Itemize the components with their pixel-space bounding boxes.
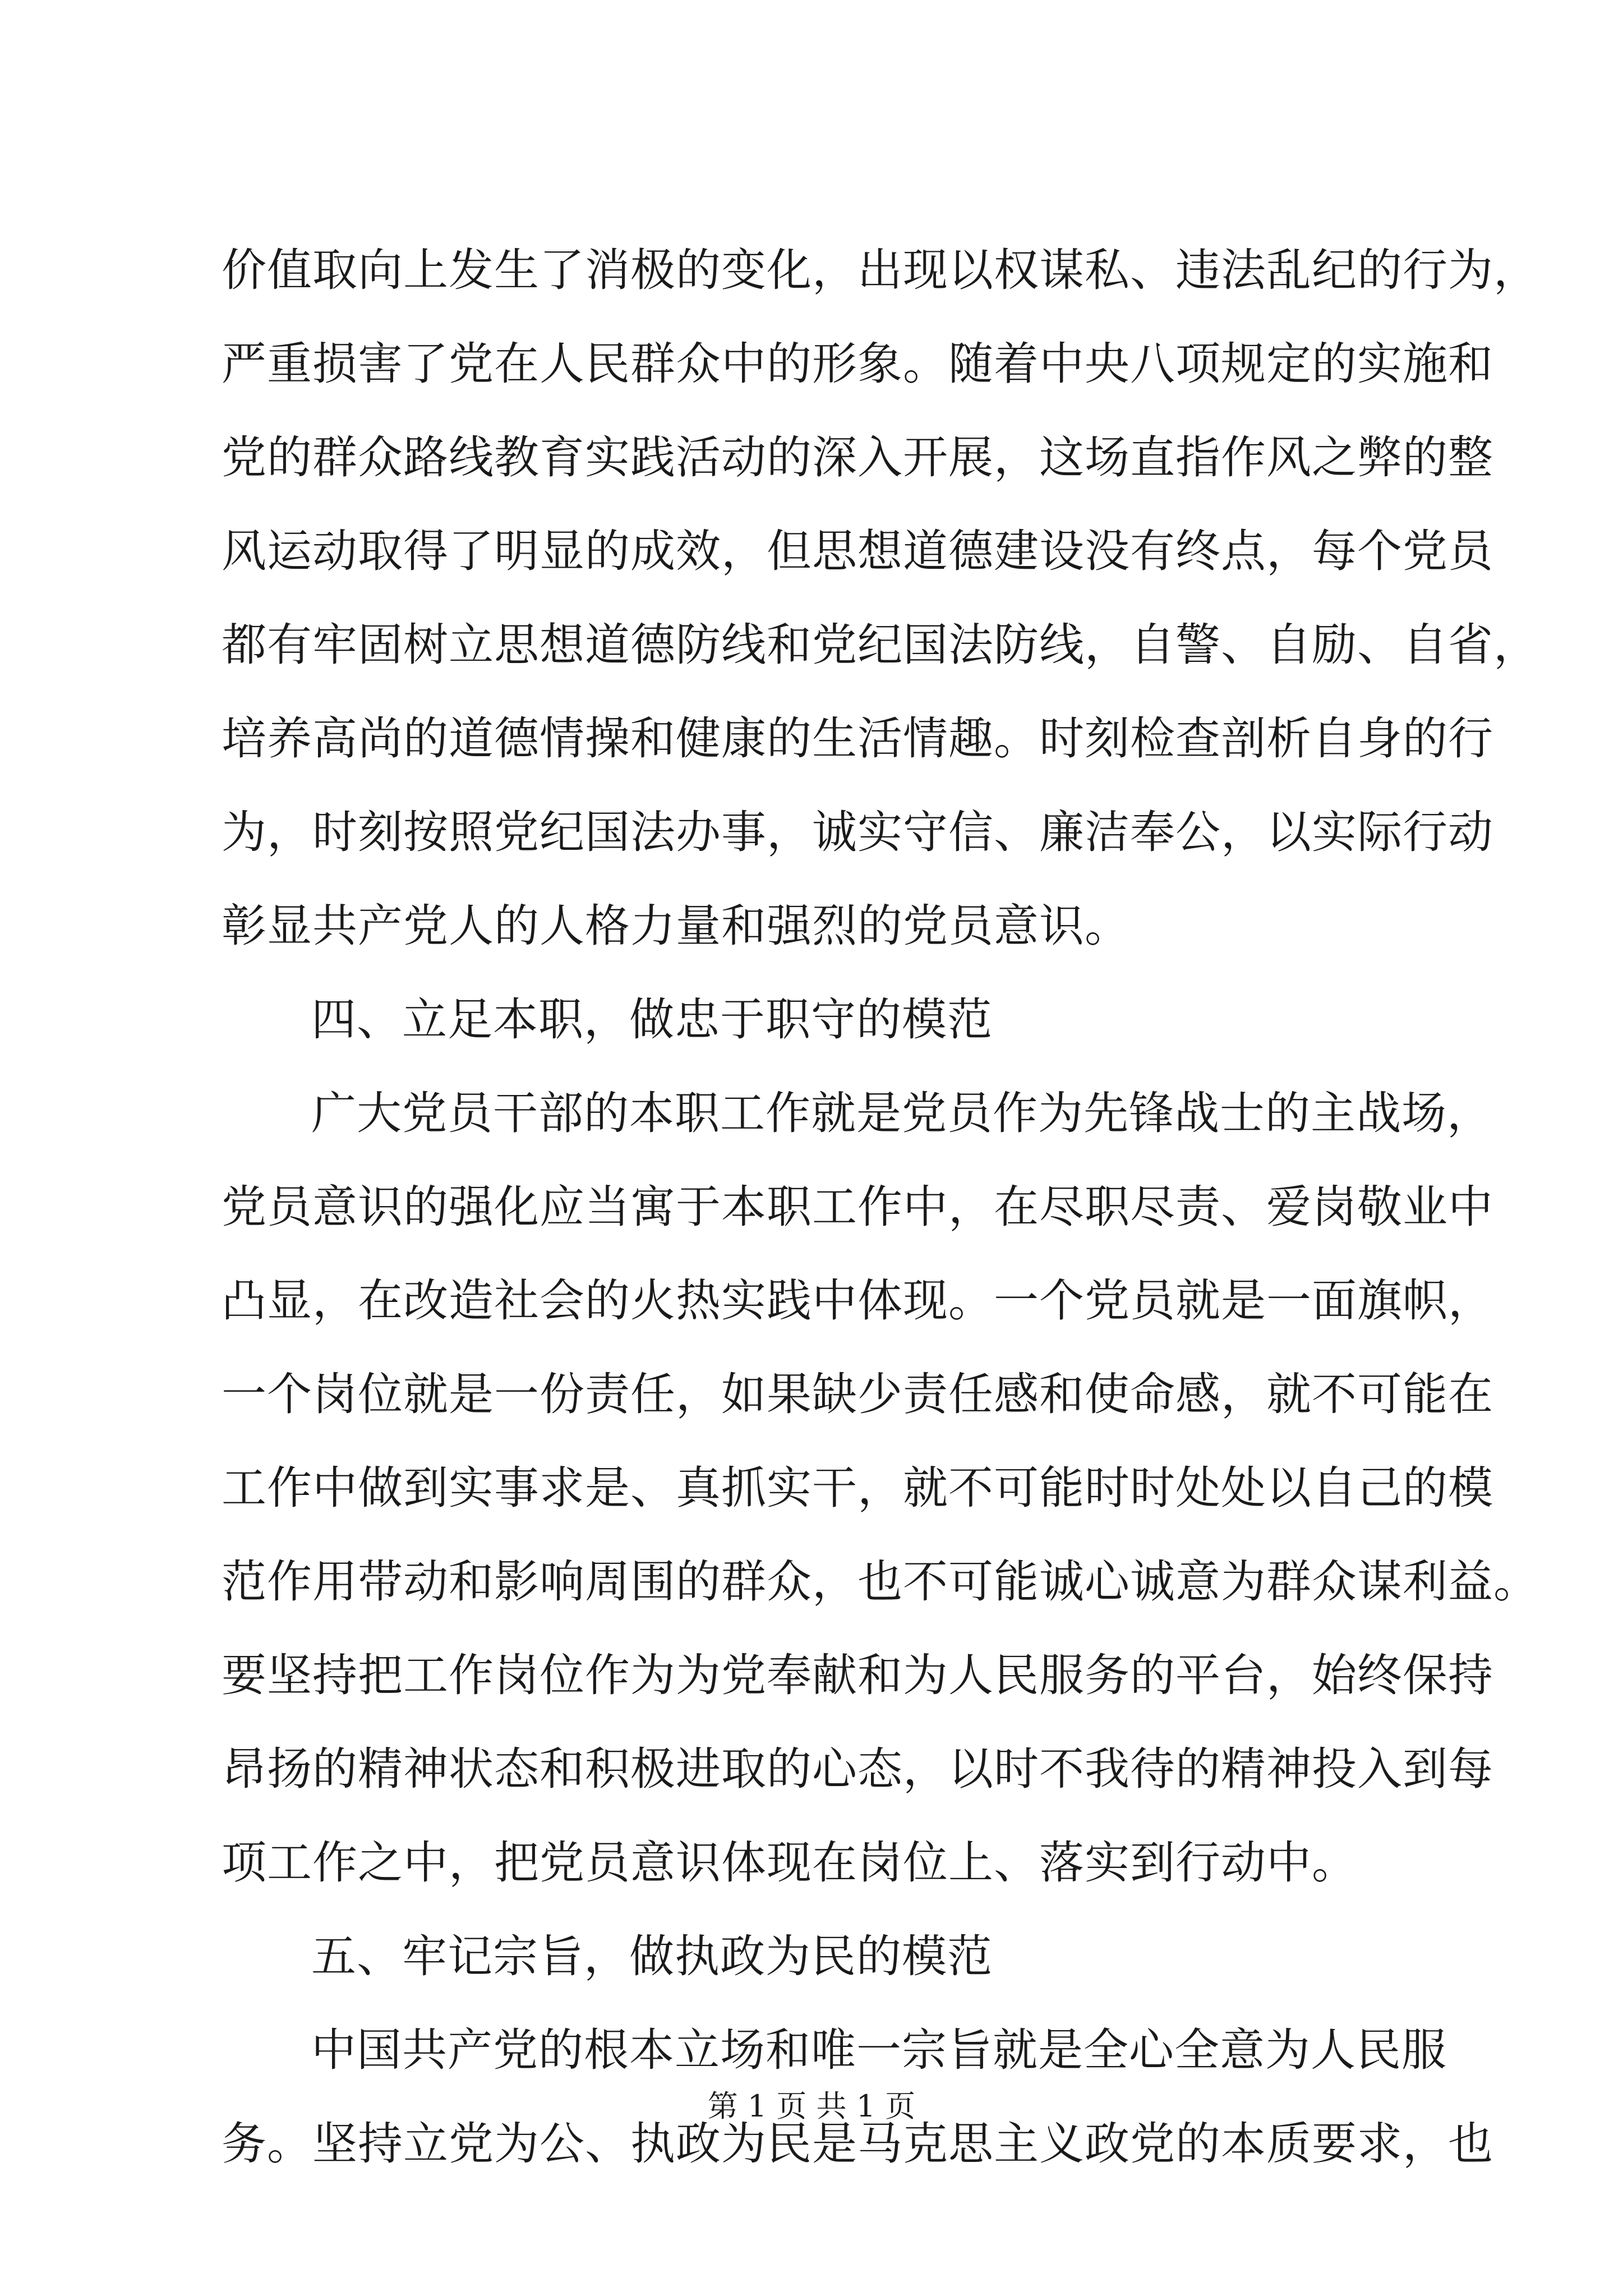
text-line: 价值取向上发生了消极的变化，出现以权谋私、违法乱纪的行为，: [222, 244, 1539, 296]
text-line: 培养高尚的道德情操和健康的生活情趣。时刻检查剖析自身的行: [222, 712, 1493, 765]
text-line: 都有牢固树立思想道德防线和党纪国法防线，自警、自励、自省，: [222, 619, 1539, 671]
paragraph: [222, 1066, 1539, 1910]
text-line: 一个岗位就是一份责任，如果缺少责任感和使命感，就不可能在: [222, 1368, 1493, 1420]
section-heading: [222, 973, 1424, 1066]
text-line: 为，时刻按照党纪国法办事，诚实守信、廉洁奉公，以实际行动: [222, 806, 1493, 858]
text-line: 范作用带动和影响周围的群众，也不可能诚心诚意为群众谋利益。: [222, 1556, 1539, 1608]
text-line: 党员意识的强化应当寓于本职工作中，在尽职尽责、爱岗敬业中: [222, 1181, 1493, 1233]
text-line: 彰显共产党人的人格力量和强烈的党员意识。: [222, 900, 1130, 952]
section-heading: [222, 1910, 1424, 2003]
text-line: 务。坚持立党为公、执政为民是马克思主义政党的本质要求，也: [222, 2118, 1493, 2170]
page-number-label: 第 1 页 共 1 页: [707, 2088, 916, 2124]
text-line: 要坚持把工作岗位作为为党奉献和为人民服务的平台，始终保持: [222, 1649, 1493, 1701]
section-heading-text: 四、立足本职，做忠于职守的模范: [311, 993, 993, 1046]
text-line: 党的群众路线教育实践活动的深入开展，这场直指作风之弊的整: [222, 431, 1493, 484]
text-line: 中国共产党的根本立场和唯一宗旨就是全心全意为人民服: [311, 2024, 1447, 2076]
text-line: 工作中做到实事求是、真抓实干，就不可能时时处处以自己的模: [222, 1462, 1493, 1514]
text-line: 昂扬的精神状态和积极进取的心态，以时不我待的精神投入到每: [222, 1743, 1493, 1795]
section-heading-text: 五、牢记宗旨，做执政为民的模范: [311, 1930, 993, 1982]
text-line: 凸显，在改造社会的火热实践中体现。一个党员就是一面旗帜，: [222, 1274, 1493, 1327]
text-line: 严重损害了党在人民群众中的形象。随着中央八项规定的实施和: [222, 338, 1493, 390]
text-line: 广大党员干部的本职工作就是党员作为先锋战士的主战场，: [311, 1087, 1492, 1139]
document-body: [222, 223, 1539, 2191]
text-line: 项工作之中，把党员意识体现在岗位上、落实到行动中。: [222, 1837, 1357, 1889]
page-footer: [0, 2087, 1623, 2126]
paragraph: [222, 223, 1539, 973]
text-line: 风运动取得了明显的成效，但思想道德建设没有终点，每个党员: [222, 525, 1493, 577]
